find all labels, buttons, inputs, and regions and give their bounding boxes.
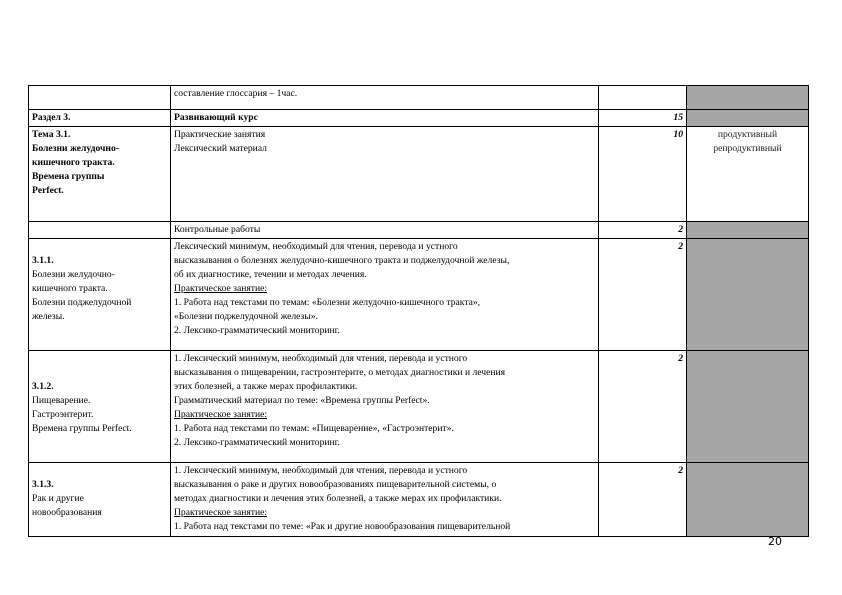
- topic-line: кишечного тракта.: [32, 283, 108, 294]
- levels-cell: [687, 127, 809, 222]
- hours-cell: [599, 351, 687, 463]
- table-row: [29, 463, 809, 537]
- topic-line: Времена группы: [32, 171, 105, 182]
- hours-cell: [599, 239, 687, 351]
- hours-value: 10: [673, 129, 683, 140]
- topic-cell: [29, 351, 171, 463]
- curriculum-table: [28, 85, 809, 537]
- content-line: Лексический материал: [174, 143, 267, 154]
- topic-line: Тема 3.1.: [32, 129, 71, 140]
- content-cell: [171, 86, 599, 110]
- topic-cell: [29, 239, 171, 351]
- topic-cell: [29, 86, 171, 110]
- content-line: высказывания о болезнях желудочно-кишечного тракта и поджелудочной железы,: [174, 255, 510, 266]
- topic-line: Болезни поджелудочной: [32, 297, 132, 308]
- levels-cell: [687, 351, 809, 463]
- topic-line: Болезни желудочно-: [32, 143, 119, 154]
- content-line: 1. Лексический минимум, необходимый для чтения, перевода и устного: [174, 465, 468, 476]
- page-number: 20: [768, 535, 782, 548]
- table-row: [29, 222, 809, 239]
- content-line: Контрольные работы: [174, 224, 261, 235]
- levels-cell: [687, 110, 809, 127]
- hours-cell: [599, 110, 687, 127]
- content-line: Развивающий курс: [174, 112, 258, 123]
- table-row: [29, 239, 809, 351]
- content-cell: [171, 239, 599, 351]
- topic-cell: [29, 127, 171, 222]
- content-line: Практическое занятие:: [174, 409, 268, 420]
- table-row: [29, 351, 809, 463]
- topic-line: кишечного тракта.: [32, 157, 115, 168]
- content-line: Грамматический материал по теме: «Времена группы Perfect».: [174, 395, 430, 406]
- hours-value: 2: [678, 353, 683, 364]
- topic-line: Пищеварение.: [32, 395, 91, 406]
- content-line: 1. Работа над текстами по темам: «Болезни желудочно-кишечного тракта»,: [174, 297, 481, 308]
- hours-value: 15: [673, 112, 683, 123]
- content-line: Практические занятия: [174, 129, 266, 140]
- content-line: 1. Работа над текстами по темам: «Пищеварение», «Гастроэнтерит».: [174, 423, 454, 434]
- content-line: Лексический минимум, необходимый для чтения, перевода и устного: [174, 241, 458, 252]
- hours-value: 2: [678, 465, 683, 476]
- topic-line: Гастроэнтерит.: [32, 409, 94, 420]
- hours-cell: [599, 222, 687, 239]
- levels-cell: [687, 463, 809, 537]
- hours-value: 2: [678, 241, 683, 252]
- content-line: 2. Лексико-грамматический мониторинг.: [174, 437, 340, 448]
- content-cell: [171, 222, 599, 239]
- levels-cell: [687, 222, 809, 239]
- topic-line: 3.1.3.: [32, 479, 54, 490]
- hours-cell: [599, 463, 687, 537]
- content-line: высказывания о пищеварении, гастроэнтерите, о методах диагностики и лечения: [174, 367, 506, 378]
- topic-cell: [29, 463, 171, 537]
- topic-line: Perfect.: [32, 185, 64, 196]
- content-cell: [171, 127, 599, 222]
- topic-cell: [29, 222, 171, 239]
- table-row: [29, 110, 809, 127]
- content-line: этих болезней, а также мерах профилактики.: [174, 381, 358, 392]
- hours-cell: [599, 127, 687, 222]
- hours-cell: [599, 86, 687, 110]
- topic-line: Болезни желудочно-: [32, 269, 115, 280]
- level-label: репродуктивный: [713, 143, 782, 154]
- topic-line: железы.: [32, 311, 65, 322]
- content-line: 1. Лексический минимум, необходимый для чтения, перевода и устного: [174, 353, 468, 364]
- content-line: составление глоссария – 1час.: [174, 88, 298, 99]
- topic-line: новообразования: [32, 507, 102, 518]
- content-line: об их диагностике, течении и методах лечения.: [174, 269, 367, 280]
- topic-line: 3.1.1.: [32, 255, 54, 266]
- content-line: 2. Лексико-грамматический мониторинг.: [174, 325, 340, 336]
- levels-cell: [687, 239, 809, 351]
- topic-line: Времена группы Perfect.: [32, 423, 132, 434]
- content-line: «Болезни поджелудочной железы».: [174, 311, 318, 322]
- content-line: высказывания о раке и других новообразованиях пищеварительной системы, о: [174, 479, 497, 490]
- section-title: Раздел 3.: [32, 112, 71, 123]
- topic-cell: [29, 110, 171, 127]
- levels-cell: [687, 86, 809, 110]
- topic-line: 3.1.2.: [32, 381, 54, 392]
- hours-value: 2: [678, 224, 683, 235]
- level-label: продуктивный: [717, 129, 778, 140]
- content-cell: [171, 110, 599, 127]
- topic-line: Рак и другие: [32, 493, 84, 504]
- content-line: Практическое занятие:: [174, 283, 268, 294]
- content-cell: [171, 463, 599, 537]
- content-cell: [171, 351, 599, 463]
- content-line: Практическое занятие:: [174, 507, 268, 518]
- content-line: 1. Работа над текстами по теме: «Рак и другие новообразования пищеварительной: [174, 521, 511, 532]
- table-row: [29, 86, 809, 110]
- content-line: методах диагностики и лечения этих болезней, а также мерах их профилактики.: [174, 493, 502, 504]
- table-row: [29, 127, 809, 222]
